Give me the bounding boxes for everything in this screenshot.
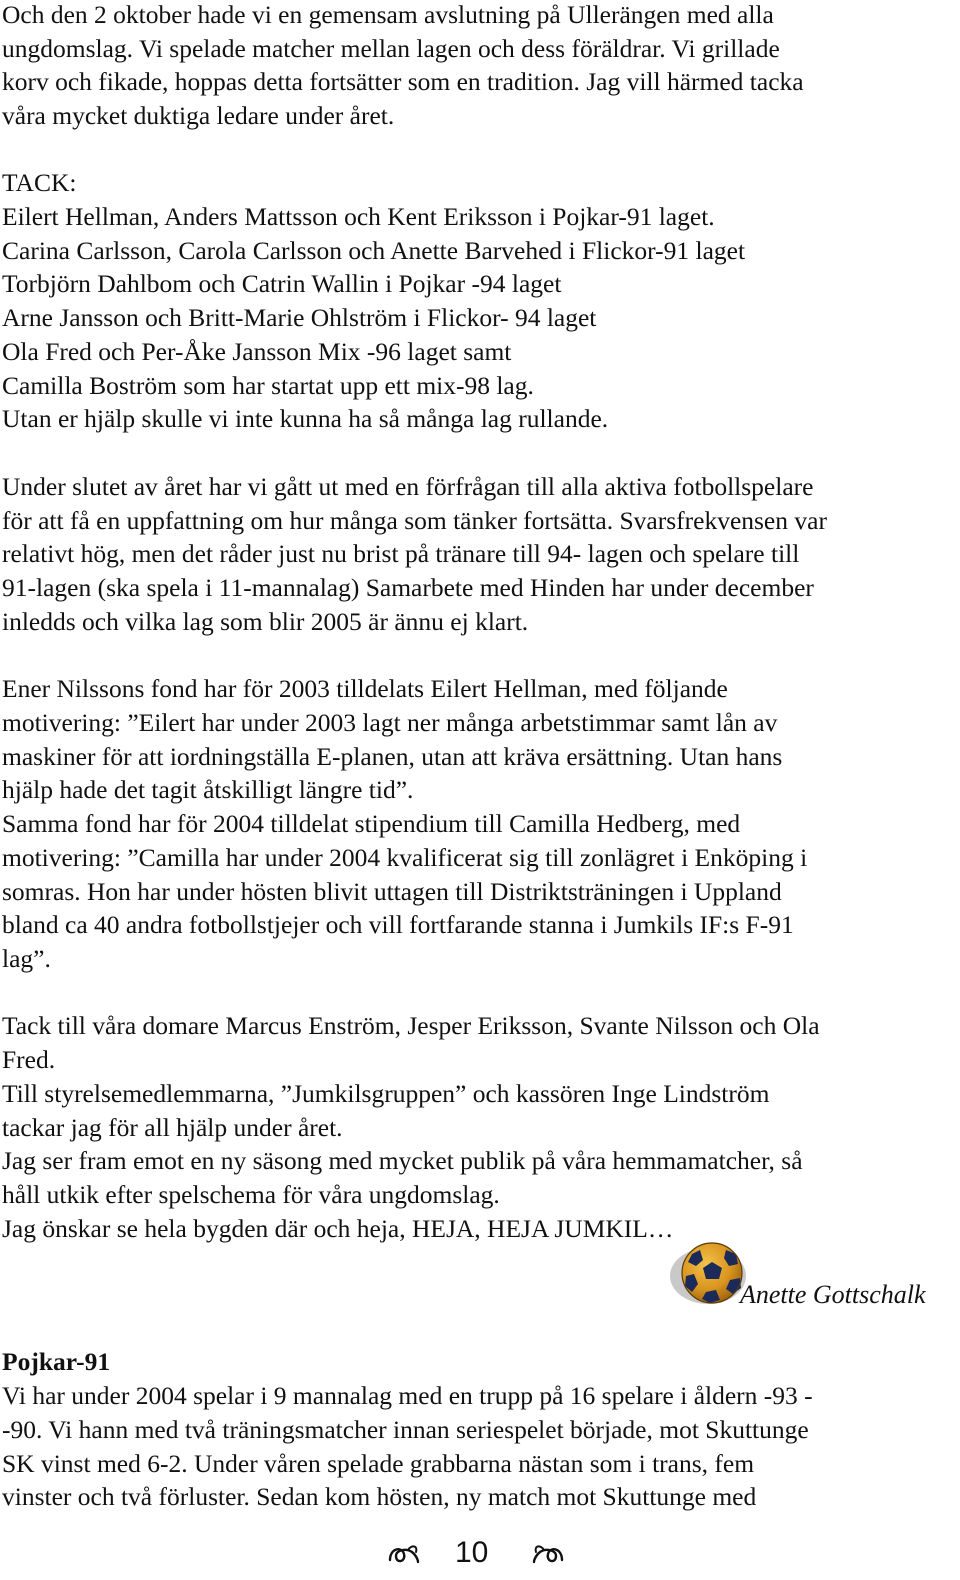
paragraph-3-line-5: Samma fond har för 2004 tilldelat stipendium till Camilla Hedberg, med	[2, 809, 741, 838]
pojkar-line-1: Vi har under 2004 spelar i 9 mannalag med en trupp på 16 spelare i åldern -93 -	[2, 1381, 813, 1410]
paragraph-4-line-5: Jag ser fram emot en ny säsong med mycket publik på våra hemmamatcher, så	[2, 1146, 803, 1175]
paragraph-1-line-4: våra mycket duktiga ledare under året.	[2, 101, 395, 130]
tack-line-3: Torbjörn Dahlbom och Catrin Wallin i Pojkar -94 laget	[2, 269, 562, 298]
page-number: 10	[455, 1536, 489, 1569]
paragraph-3-line-4: hjälp hade det tagit åtskilligt längre tid”.	[2, 775, 414, 804]
paragraph-2-line-1: Under slutet av året har vi gått ut med en förfrågan till alla aktiva fotbollspelare	[2, 472, 814, 501]
paragraph-3-line-8: bland ca 40 andra fotbollstjejer och vill fortfarande stanna i Jumkils IF:s F-91	[2, 910, 794, 939]
paragraph-4-line-4: tackar jag för all hjälp under året.	[2, 1113, 343, 1142]
paragraph-3-line-2: motivering: ”Eilert har under 2003 lagt ner många arbetstimmar samt lån av	[2, 708, 778, 737]
tack-line-6: Camilla Boström som har startat upp ett mix-98 lag.	[2, 371, 534, 400]
paragraph-1-line-3: korv och fikade, hoppas detta fortsätter som en tradition. Jag vill härmed tacka	[2, 67, 804, 96]
page-footer	[0, 1534, 960, 1574]
ornament-left-icon	[386, 1540, 422, 1568]
paragraph-3-line-7: somras. Hon har under hösten blivit uttagen till Distriktsträningen i Uppland	[2, 877, 782, 906]
tack-line-2: Carina Carlsson, Carola Carlsson och Anette Barvehed i Flickor-91 laget	[2, 236, 746, 265]
paragraph-4-line-7: Jag önskar se hela bygden där och heja, HEJA, HEJA JUMKIL…	[2, 1214, 674, 1243]
pojkar-line-2: -90. Vi hann med två träningsmatcher innan seriespelet började, mot Skuttunge	[2, 1415, 809, 1444]
paragraph-3-line-9: lag”.	[2, 944, 51, 973]
tack-line-5: Ola Fred och Per-Åke Jansson Mix -96 laget samt	[2, 337, 512, 366]
ornament-right-icon	[530, 1540, 566, 1568]
paragraph-2-line-5: inledds och vilka lag som blir 2005 är ännu ej klart.	[2, 607, 529, 636]
paragraph-4-line-2: Fred.	[2, 1045, 56, 1074]
paragraph-1-line-1: Och den 2 oktober hade vi en gemensam avslutning på Ullerängen med alla	[2, 0, 774, 29]
paragraph-2-line-2: för att få en uppfattning om hur många som tänker fortsätta. Svarsfrekvensen var	[2, 506, 827, 535]
tack-heading: TACK:	[2, 168, 77, 197]
paragraph-4-line-1: Tack till våra domare Marcus Enström, Jesper Eriksson, Svante Nilsson och Ola	[2, 1011, 820, 1040]
football-icon	[666, 1240, 746, 1306]
paragraph-3-line-1: Ener Nilssons fond har för 2003 tilldelats Eilert Hellman, med följande	[2, 674, 728, 703]
paragraph-4-line-3: Till styrelsemedlemmarna, ”Jumkilsgruppen” och kassören Inge Lindström	[2, 1079, 770, 1108]
pojkar-line-4: vinster och två förluster. Sedan kom hösten, ny match mot Skuttunge med	[2, 1482, 757, 1511]
pojkar-line-3: SK vinst med 6-2. Under våren spelade grabbarna nästan som i trans, fem	[2, 1449, 755, 1478]
tack-line-4: Arne Jansson och Britt-Marie Ohlström i Flickor- 94 laget	[2, 303, 597, 332]
paragraph-4-line-6: håll utkik efter spelschema för våra ungdomslag.	[2, 1180, 500, 1209]
tack-line-7: Utan er hjälp skulle vi inte kunna ha så många lag rullande.	[2, 404, 609, 433]
paragraph-2-line-3: relativt hög, men det råder just nu brist på tränare till 94- lagen och spelare till	[2, 539, 800, 568]
paragraph-1-line-2: ungdomslag. Vi spelade matcher mellan lagen och dess föräldrar. Vi grillade	[2, 34, 780, 63]
paragraph-2-line-4: 91-lagen (ska spela i 11-mannalag) Samarbete med Hinden har under december	[2, 573, 814, 602]
paragraph-3-line-3: maskiner för att iordningställa E-planen, utan att kräva ersättning. Utan hans	[2, 742, 783, 771]
paragraph-3-line-6: motivering: ”Camilla har under 2004 kvalificerat sig till zonlägret i Enköping i	[2, 843, 808, 872]
signature: Anette Gottschalk	[740, 1280, 926, 1309]
tack-line-1: Eilert Hellman, Anders Mattsson och Kent Eriksson i Pojkar-91 laget.	[2, 202, 715, 231]
section-heading-pojkar-91: Pojkar-91	[2, 1347, 111, 1376]
